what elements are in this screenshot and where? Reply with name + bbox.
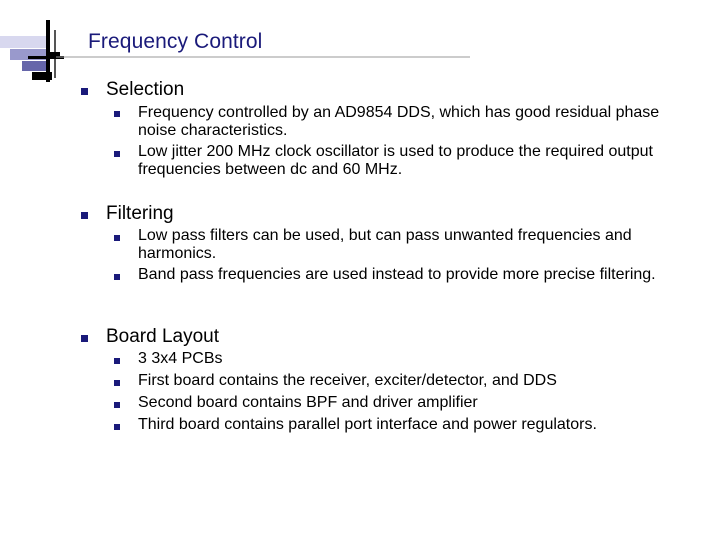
list-item: First board contains the receiver, exciter/detector, and DDS — [138, 372, 557, 389]
item-bullet-icon — [114, 424, 120, 430]
list-item: Band pass frequencies are used instead to provide more precise filtering. — [138, 266, 656, 283]
section-bullet-icon — [81, 335, 88, 342]
section-bullet-icon — [81, 88, 88, 95]
list-item: Frequency controlled by an AD9854 DDS, which has good residual phase noise characteristics. — [138, 104, 660, 139]
section-heading-filtering: Filtering — [106, 203, 174, 224]
slide-title: Frequency Control — [88, 30, 263, 53]
section-heading-board-layout: Board Layout — [106, 326, 220, 347]
item-bullet-icon — [114, 235, 120, 241]
section-heading-selection: Selection — [106, 79, 185, 100]
list-item: Low pass filters can be used, but can pass unwanted frequencies and harmonics. — [138, 227, 632, 262]
item-bullet-icon — [114, 111, 120, 117]
list-item: Second board contains BPF and driver amplifier — [138, 394, 478, 411]
item-bullet-icon — [114, 151, 120, 157]
section-bullet-icon — [81, 212, 88, 219]
item-bullet-icon — [114, 274, 120, 280]
item-bullet-icon — [114, 358, 120, 364]
list-item: Low jitter 200 MHz clock oscillator is used to produce the required output frequencies between dc and 60 MHz. — [138, 143, 653, 178]
list-item: 3 3x4 PCBs — [138, 350, 223, 367]
list-item: Third board contains parallel port interface and power regulators. — [138, 416, 597, 433]
item-bullet-icon — [114, 402, 120, 408]
item-bullet-icon — [114, 380, 120, 386]
